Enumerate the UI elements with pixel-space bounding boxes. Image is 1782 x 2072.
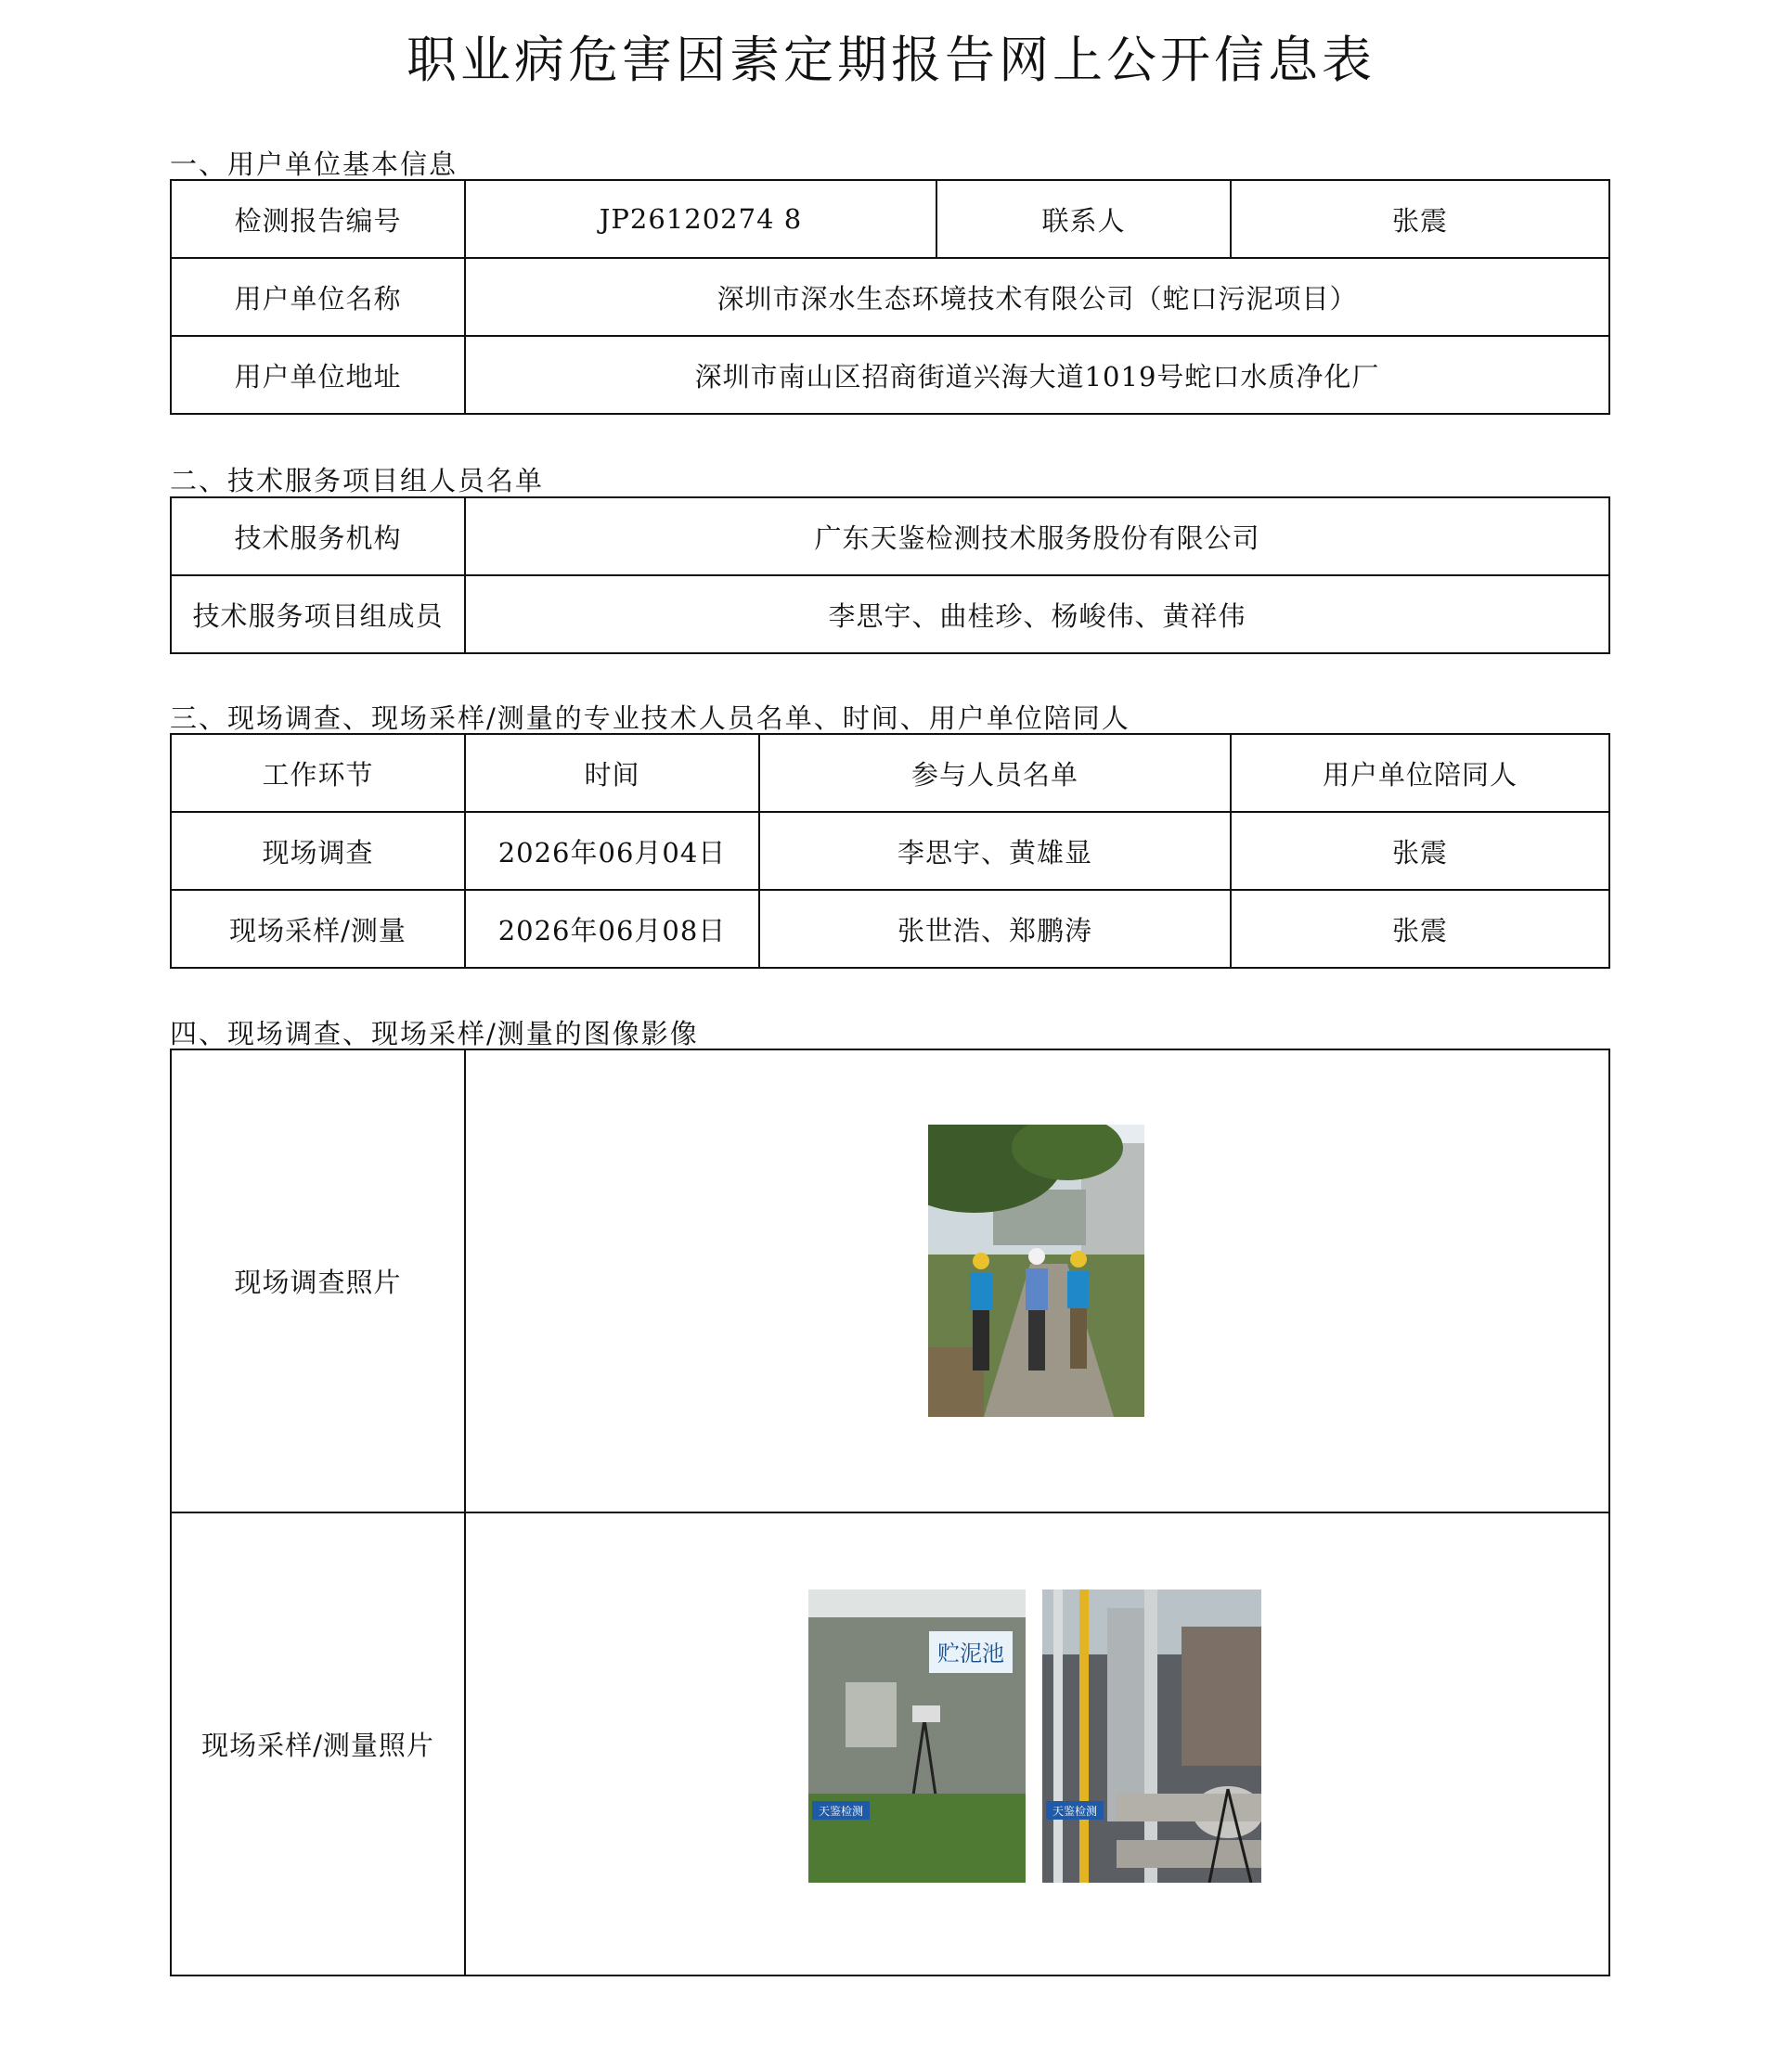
header-stage: 工作环节 (171, 734, 465, 812)
contact-value: 张震 (1231, 180, 1609, 258)
basic-info-table (170, 179, 1610, 415)
survey-photo (928, 1125, 1144, 1417)
stage-cell: 现场采样/测量 (171, 890, 465, 968)
companion-cell: 张震 (1231, 812, 1609, 890)
team-table (170, 496, 1610, 654)
schedule-table (170, 733, 1610, 969)
sampling-photo-1 (808, 1589, 1026, 1883)
survey-photo-label: 现场调查照片 (171, 1049, 465, 1512)
contact-label: 联系人 (936, 180, 1231, 258)
table-row (171, 575, 1609, 653)
section3-heading: 三、现场调查、现场采样/测量的专业技术人员名单、时间、用户单位陪同人 (170, 702, 1130, 734)
table-row (171, 258, 1609, 336)
header-people: 参与人员名单 (759, 734, 1231, 812)
watermark-text: 天鉴检测 (818, 1805, 864, 1818)
table-row (171, 812, 1609, 890)
unit-name-value: 深圳市深水生态环境技术有限公司（蛇口污泥项目） (465, 258, 1609, 336)
section1-heading: 一、用户单位基本信息 (170, 148, 458, 180)
sampling-photo-cell (465, 1512, 1609, 1975)
report-no-value: JP26120274 8 (465, 180, 936, 258)
org-value: 广东天鉴检测技术服务股份有限公司 (465, 497, 1609, 575)
table-row (171, 890, 1609, 968)
table-row (171, 1049, 1609, 1512)
table-row (171, 497, 1609, 575)
table-row (171, 180, 1609, 258)
section2-heading: 二、技术服务项目组人员名单 (170, 465, 545, 496)
org-label: 技术服务机构 (171, 497, 465, 575)
time-cell: 2026年06月08日 (465, 890, 759, 968)
section4-heading: 四、现场调查、现场采样/测量的图像影像 (170, 1018, 699, 1049)
unit-addr-value: 深圳市南山区招商街道兴海大道1019号蛇口水质净化厂 (465, 336, 1609, 414)
members-label: 技术服务项目组成员 (171, 575, 465, 653)
unit-name-label: 用户单位名称 (171, 258, 465, 336)
people-cell: 张世浩、郑鹏涛 (759, 890, 1231, 968)
unit-addr-label: 用户单位地址 (171, 336, 465, 414)
table-header-row (171, 734, 1609, 812)
sampling-photo-label: 现场采样/测量照片 (171, 1512, 465, 1975)
sign-text: 贮泥池 (937, 1641, 1004, 1667)
people-cell: 李思宇、黄雄显 (759, 812, 1231, 890)
header-companion: 用户单位陪同人 (1231, 734, 1609, 812)
companion-cell: 张震 (1231, 890, 1609, 968)
sampling-photo-2 (1042, 1589, 1261, 1883)
time-cell: 2026年06月04日 (465, 812, 759, 890)
watermark-text: 天鉴检测 (1052, 1805, 1098, 1818)
table-row (171, 336, 1609, 414)
report-no-label: 检测报告编号 (171, 180, 465, 258)
page-title: 职业病危害因素定期报告网上公开信息表 (407, 31, 1375, 89)
members-value: 李思宇、曲桂珍、杨峻伟、黄祥伟 (465, 575, 1609, 653)
stage-cell: 现场调查 (171, 812, 465, 890)
header-time: 时间 (465, 734, 759, 812)
